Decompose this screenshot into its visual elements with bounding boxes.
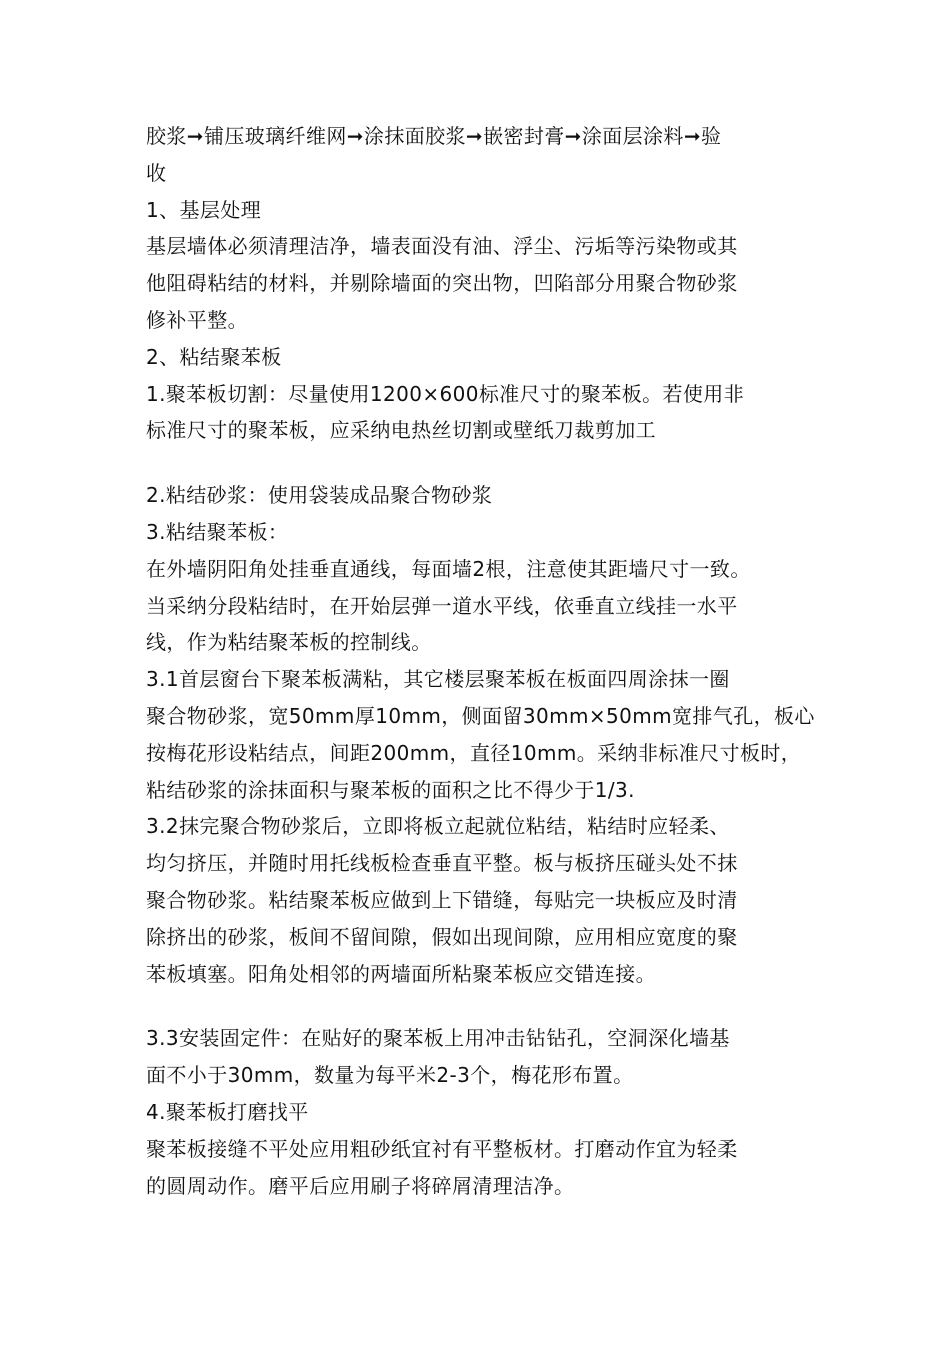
paragraph-line: 粘结砂浆的涂抹面积与聚苯板的面积之比不得少于1/3. <box>146 777 635 802</box>
paragraph-line: 聚苯板接缝不平处应用粗砂纸宜衬有平整板材。打磨动作宜为轻柔 <box>146 1136 738 1161</box>
section-heading: 1、基层处理 <box>146 197 262 222</box>
paragraph-line: 除挤出的砂浆，板间不留间隙，假如出现间隙，应用相应宽度的聚 <box>146 924 738 949</box>
paragraph-gap <box>146 449 826 477</box>
paragraph-line: 在外墙阴阳角处挂垂直通线，每面墙2根，注意使其距墙尺寸一致。 <box>146 556 751 581</box>
section-heading: 2、粘结聚苯板 <box>146 344 282 369</box>
paragraph-line: 收 <box>146 160 167 185</box>
document-page <box>146 118 826 1204</box>
paragraph-line: 2.粘结砂浆：使用袋装成品聚合物砂浆 <box>146 483 493 508</box>
paragraph-line: 标准尺寸的聚苯板，应采纳电热丝切割或壁纸刀裁剪加工 <box>146 418 656 443</box>
paragraph-line: 3.1首层窗台下聚苯板满粘，其它楼层聚苯板在板面四周涂抹一圈 <box>146 667 730 692</box>
section-heading: 4.聚苯板打磨找平 <box>146 1099 309 1124</box>
paragraph-line: 基层墙体必须清理洁净，墙表面没有油、浮尘、污垢等污染物或其 <box>146 234 738 259</box>
paragraph-line: 3.粘结聚苯板： <box>146 519 289 544</box>
paragraph-gap <box>146 992 826 1020</box>
paragraph-line: 的圆周动作。磨平后应用刷子将碎屑清理洁净。 <box>146 1173 575 1198</box>
paragraph-line: 聚合物砂浆，宽50mm厚10mm，侧面留30mm×50mm宽排气孔，板心 <box>146 703 815 728</box>
paragraph-line: 面不小于30mm，数量为每平米2-3个，梅花形布置。 <box>146 1063 634 1088</box>
paragraph-line: 苯板填塞。阳角处相邻的两墙面所粘聚苯板应交错连接。 <box>146 961 656 986</box>
paragraph-line: 聚合物砂浆。粘结聚苯板应做到上下错缝，每贴完一块板应及时清 <box>146 887 738 912</box>
paragraph-line: 他阻碍粘结的材料，并剔除墙面的突出物，凹陷部分用聚合物砂浆 <box>146 271 738 296</box>
paragraph-line: 线，作为粘结聚苯板的控制线。 <box>146 630 432 655</box>
paragraph-line: 按梅花形设粘结点，间距200mm，直径10mm。采纳非标准尺寸板时， <box>146 740 802 765</box>
paragraph-line: 3.3安装固定件：在贴好的聚苯板上用冲击钻钻孔，空洞深化墙基 <box>146 1026 730 1051</box>
paragraph-line: 1.聚苯板切割：尽量使用1200×600标准尺寸的聚苯板。若使用非 <box>146 381 745 406</box>
paragraph-line: 均匀挤压，并随时用托线板检查垂直平整。板与板挤压碰头处不抹 <box>146 851 738 876</box>
paragraph-line: 修补平整。 <box>146 307 248 332</box>
paragraph-line: 胶浆➞铺压玻璃纤维网➞涂抹面胶浆➞嵌密封膏➞涂面层涂料➞验 <box>146 124 722 148</box>
paragraph-line: 3.2抹完聚合物砂浆后，立即将板立起就位粘结，粘结时应轻柔、 <box>146 814 730 839</box>
paragraph-line: 当采纳分段粘结时，在开始层弹一道水平线，依垂直立线挂一水平 <box>146 593 738 618</box>
